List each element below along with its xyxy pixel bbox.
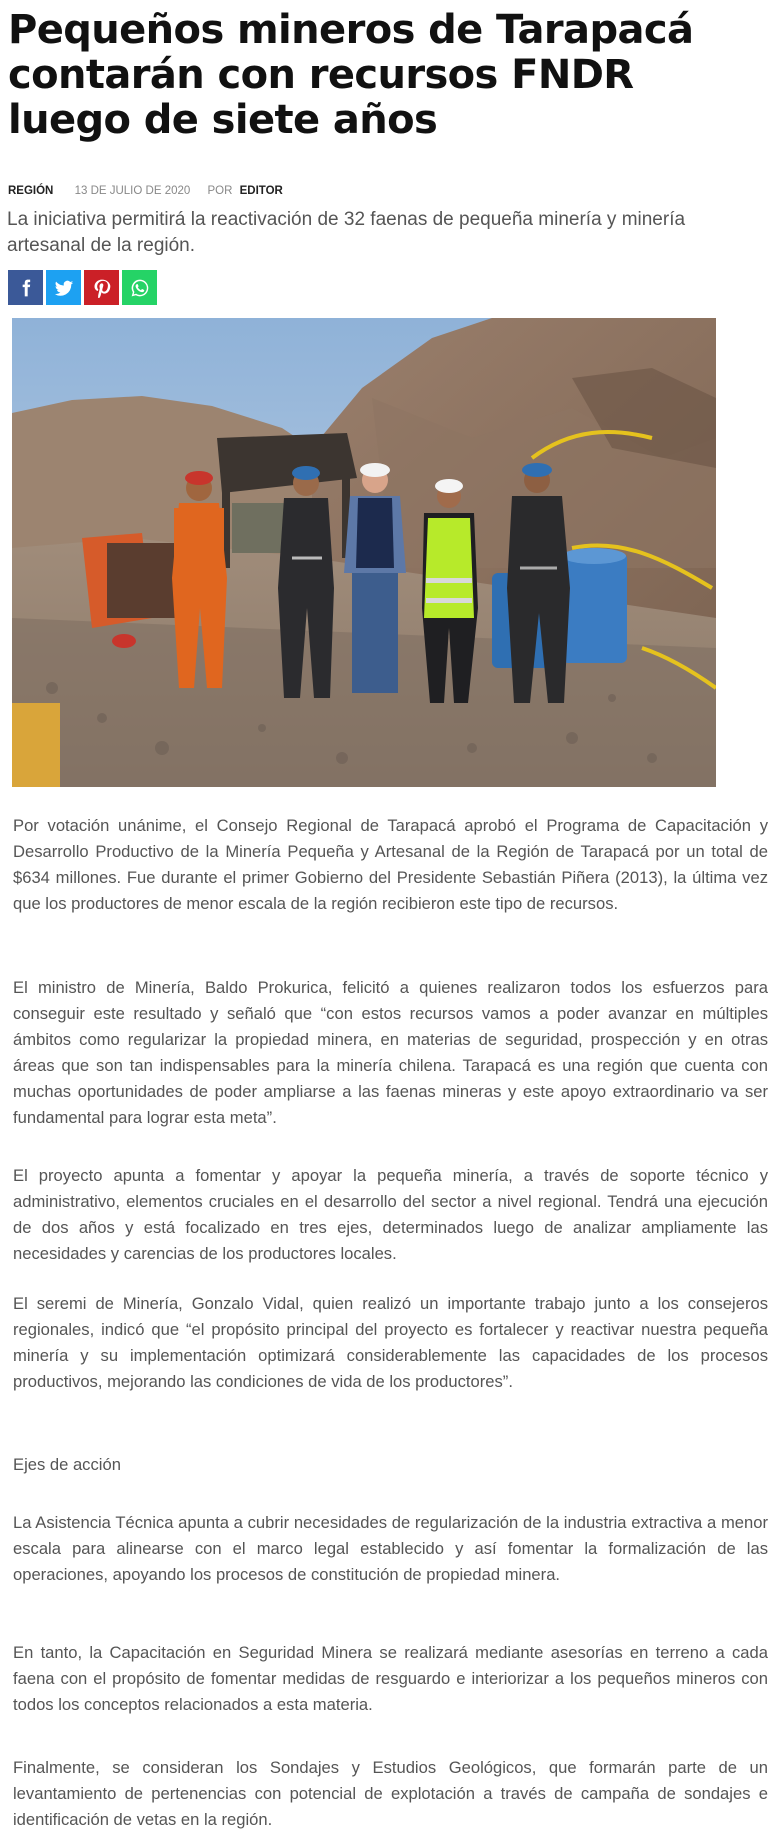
facebook-icon [16, 278, 36, 298]
facebook-share-button[interactable] [8, 270, 43, 305]
whatsapp-share-button[interactable] [122, 270, 157, 305]
article-photo [12, 318, 716, 787]
twitter-share-button[interactable] [46, 270, 81, 305]
article-paragraph: Finalmente, se consideran los Sondajes y Estudios Geológicos, que formarán parte de un levantamiento de pertenencias con potencial de explotación a través de campaña de sondajes e identificación de vetas en la región. [13, 1758, 768, 1829]
whatsapp-icon [130, 278, 150, 298]
article-subtitle: La iniciativa permitirá la reactivación de 32 faenas de pequeña minería y minería artesanal de la región. [7, 209, 686, 256]
section-heading: Ejes de acción [13, 1455, 121, 1474]
publish-date: 13 DE JULIO DE 2020 [74, 185, 191, 197]
article-paragraph: El seremi de Minería, Gonzalo Vidal, quien realizó un importante trabajo junto a los consejeros regionales, indicó que “el propósito principal del proyecto es fortalecer y reactivar nuestra pequeña minería y su implementación optimizará considerablemente las capacidades de los procesos productivos, mejorando las condiciones de vida de los productores”. [13, 1294, 768, 1391]
by-label: POR [207, 185, 233, 197]
twitter-icon [54, 278, 74, 298]
article-title: Pequeños mineros de Tarapacá contarán con recursos FNDR luego de siete años [8, 7, 694, 143]
article-paragraph: Por votación unánime, el Consejo Regional de Tarapacá aprobó el Programa de Capacitación y Desarrollo Productivo de la Minería Pequeña y Artesanal de la Región de Tarapacá por un total de $634 millones. Fue durante el primer Gobierno del Presidente Sebastián Piñera (2013), la última vez que los productores de menor escala de la región recibieron este tipo de recursos. [13, 816, 768, 913]
share-buttons [8, 270, 157, 305]
article-meta [8, 185, 283, 197]
miners-photo [12, 318, 716, 787]
article-paragraph: El proyecto apunta a fomentar y apoyar la pequeña minería, a través de soporte técnico y administrativo, elementos cruciales en el desarrollo del sector a nivel regional. Tendrá una ejecución de dos años y está focalizado en tres ejes, determinados luego de analizar ampliamente las necesidades y carencias de los productores locales. [13, 1166, 768, 1263]
article-paragraph: El ministro de Minería, Baldo Prokurica, felicitó a quienes realizaron todos los esfuerzos para conseguir este resultado y señaló que “con estos recursos vamos a poder avanzar en múltiples ámbitos como regularizar la propiedad minera, en materias de seguridad, prospección y en otras áreas que son tan indispensables para la minería chilena. Tarapacá es una región que cuenta con muchas oportunidades de poder ampliarse a las faenas mineras y este apoyo extraordinario va ser fundamental para lograr esta meta”. [13, 978, 768, 1127]
article-paragraph: En tanto, la Capacitación en Seguridad Minera se realizará mediante asesorías en terreno a cada faena con el propósito de fomentar medidas de resguardo e interiorizar a los pequeños mineros con todos los conceptos relacionados a esta materia. [13, 1643, 768, 1714]
article-paragraph: La Asistencia Técnica apunta a cubrir necesidades de regularización de la industria extractiva a menor escala para alinearse con el marco legal establecido y así fomentar la formalización de las operaciones, apoyando los procesos de constitución de propiedad minera. [13, 1513, 768, 1584]
category-link[interactable]: REGIÓN [8, 185, 54, 197]
author-link[interactable]: EDITOR [239, 185, 283, 197]
pinterest-icon [92, 278, 112, 298]
pinterest-share-button[interactable] [84, 270, 119, 305]
